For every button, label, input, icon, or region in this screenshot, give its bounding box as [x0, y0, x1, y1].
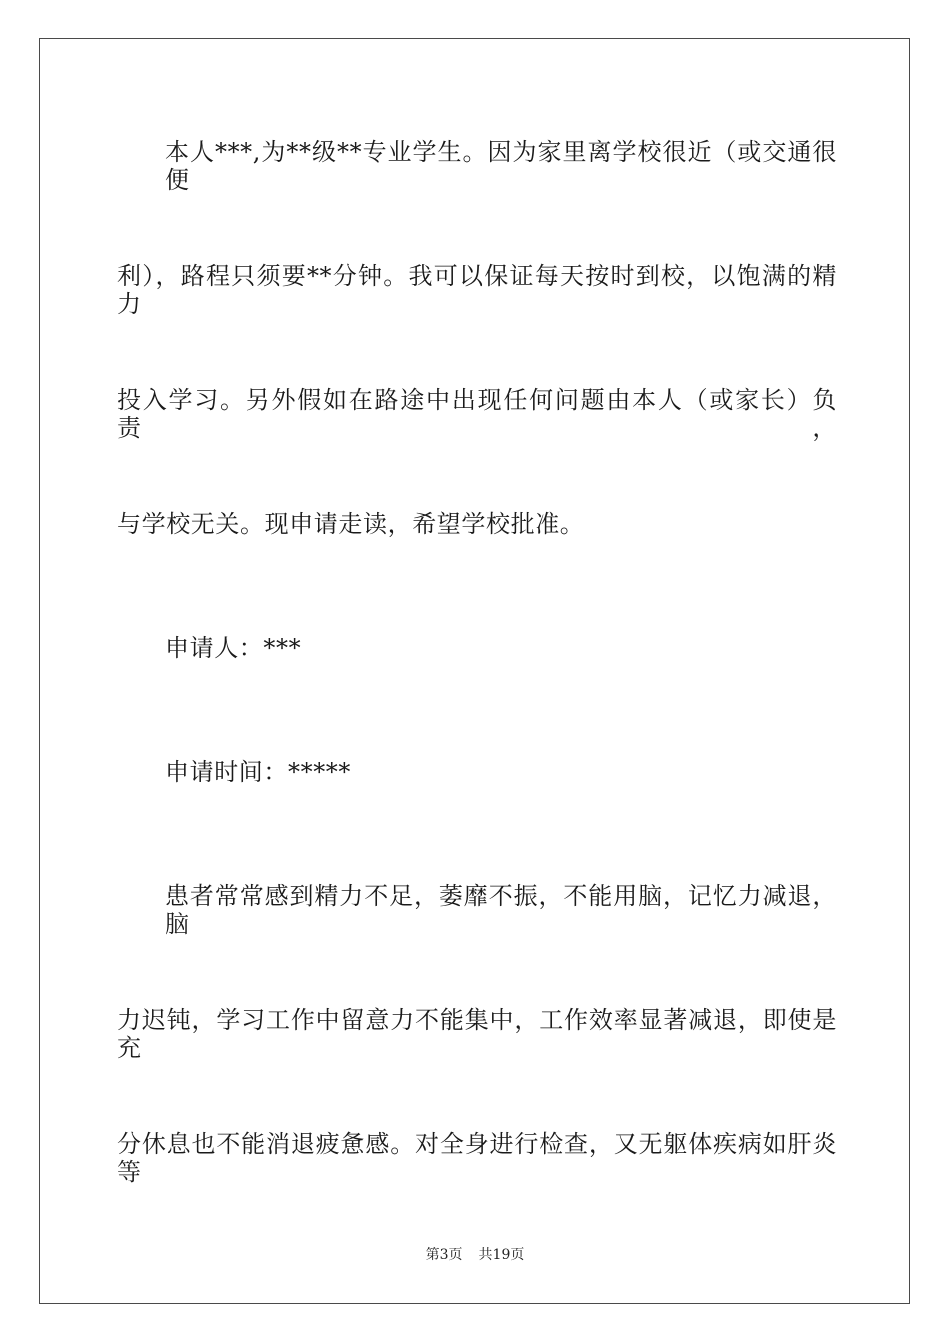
page-footer [0, 1246, 950, 1264]
applicant-line: 申请人：*** [165, 634, 302, 662]
page-border [39, 38, 910, 1304]
paragraph-line: 患者常常感到精力不足，萎靡不振，不能用脑，记忆力减退，脑 [165, 882, 837, 938]
paragraph-line: 分休息也不能消退疲惫感。对全身进行检查，又无躯体疾病如肝炎等 [117, 1130, 837, 1186]
paragraph-line: 与学校无关。现申请走读，希望学校批准。 [117, 510, 585, 538]
paragraph-line: 投入学习。另外假如在路途中出现任何问题由本人（或家长）负责， [117, 386, 837, 442]
page-number: 第3页 [425, 1247, 463, 1263]
application-date-line: 申请时间：***** [165, 758, 351, 786]
paragraph-line: 利），路程只须要**分钟。我可以保证每天按时到校，以饱满的精力 [117, 262, 837, 318]
paragraph-line: 力迟钝，学习工作中留意力不能集中，工作效率显著减退，即使是充 [117, 1006, 837, 1062]
page-total: 共19页 [478, 1247, 525, 1263]
paragraph-line: 本人***,为**级**专业学生。因为家里离学校很近（或交通很便 [165, 138, 837, 194]
